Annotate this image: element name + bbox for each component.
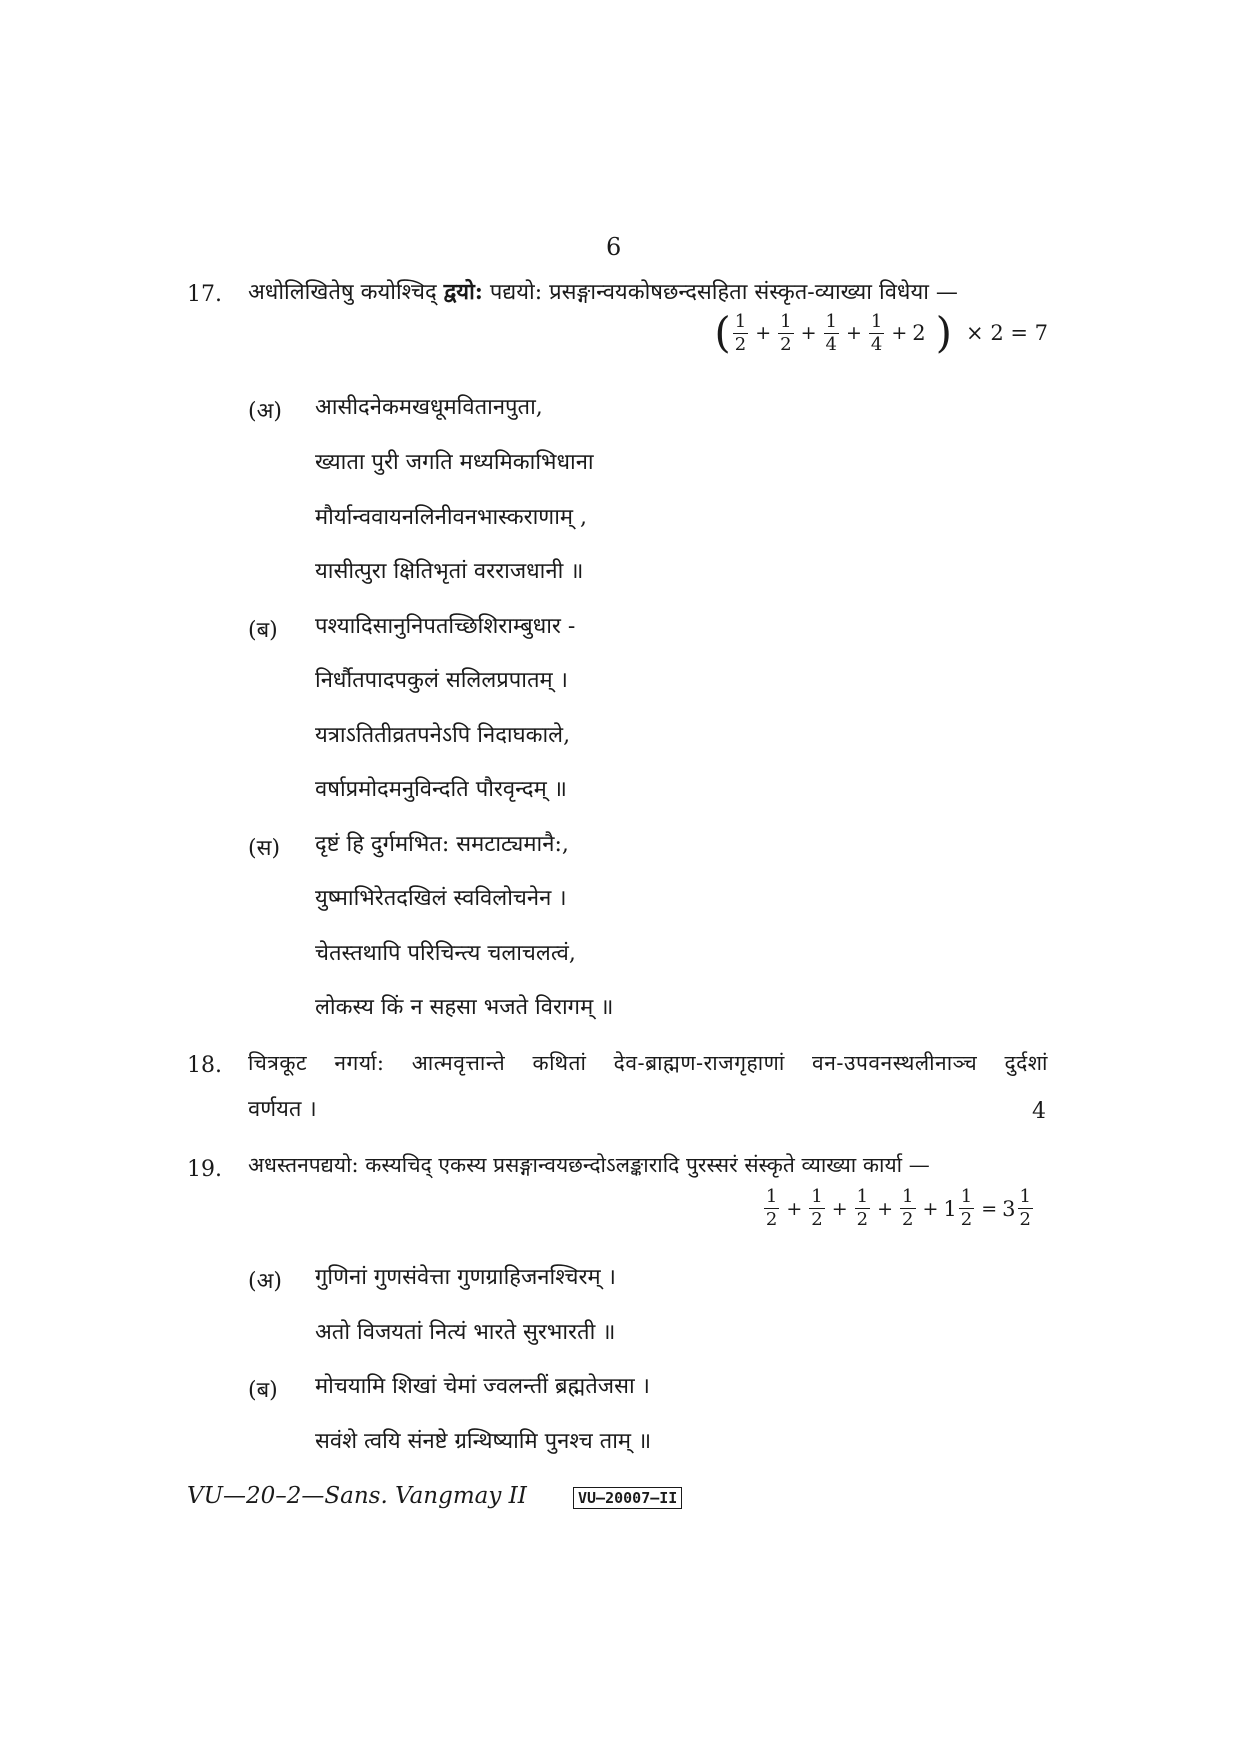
q17-text-before: अधोलिखितेषु कयोश्चिद् <box>248 280 437 305</box>
q17-number: 17. <box>187 282 222 307</box>
q18-marks: 4 <box>1032 1099 1046 1124</box>
q17-verse-a-line-1: आसीदनेकमखधूमवितानपुता, <box>315 395 543 420</box>
q17-verse-b-label: (ब) <box>248 618 278 643</box>
q19-marks-plus: + <box>786 1197 803 1220</box>
q17-verse-a-label: (अ) <box>248 399 282 424</box>
q17-marks-plus: + <box>755 322 772 344</box>
q18-number: 18. <box>187 1053 222 1078</box>
q17-verse-c-line-4: लोकस्य किं न सहसा भजते विरागम् ॥ <box>315 995 614 1020</box>
q19-marks-fraction-2: $\frac{1}{2}$ <box>811 1186 823 1230</box>
q17-verse-b-line-2: निर्धौतपादपकुलं सलिलप्रपातम् । <box>315 668 568 693</box>
q17-text-after: पद्ययो: प्रसङ्गान्वयकोषछन्दसहिता संस्कृत-व्याख्या विधेया — <box>489 280 958 305</box>
q17-marks-fraction-2: $\frac{1}{2}$ <box>780 310 792 355</box>
q17-marks-plus: + <box>800 322 817 344</box>
q19-marks-whole-1: 1 <box>943 1196 957 1221</box>
q19-marks <box>762 1188 1035 1229</box>
q19-marks-fraction-5: $\frac{1}{2}$ <box>960 1186 973 1230</box>
q17-text-bold: द्वयो: <box>443 279 483 305</box>
q17-verse-b-line-1: पश्यादिसानुनिपतच्छिशिराम्बुधार - <box>315 614 576 639</box>
q19-verse-b-label: (ब) <box>248 1378 278 1403</box>
q19-marks-fraction-1: $\frac{1}{2}$ <box>765 1186 778 1230</box>
q19-marks-fraction-4: $\frac{1}{2}$ <box>902 1186 914 1230</box>
q17-marks-fraction-4: $\frac{1}{4}$ <box>870 310 883 355</box>
q17-marks-plus: + <box>845 322 862 344</box>
q19-text: अधस्तनपद्ययो: कस्यचिद् एकस्य प्रसङ्गान्वयछन्दोऽलङ्कारादि पुरस्सरं संस्कृते व्याख्या कार्या — <box>248 1153 930 1177</box>
q19-marks-whole-2: 3 <box>1002 1196 1016 1221</box>
q19-verse-a-label: (अ) <box>248 1269 282 1294</box>
q17-marks-plus: + <box>891 322 908 344</box>
q18-text-line-2: वर्णयत । <box>248 1097 317 1122</box>
q17-verse-c-line-2: युष्माभिरेतदखिलं स्वविलोचनेन । <box>315 886 567 911</box>
q17-verse-c-line-3: चेतस्तथापि परिचिन्त्य चलाचलत्वं, <box>315 941 576 966</box>
q18-text-line-1: चित्रकूट नगर्या: आत्मवृत्तान्ते कथितां देव-ब्राह्मण-राजगृहाणां वन-उपवनस्थलीनाञ्च दुर्दशां <box>248 1051 1048 1075</box>
q19-verse-b-line-2: सवंशे त्वयि संनष्टे ग्रन्थिष्यामि पुनश्च ताम् ॥ <box>315 1429 652 1454</box>
q17-marks-fraction-1: $\frac{1}{2}$ <box>734 310 747 355</box>
q19-verse-b-line-1: मोचयामि शिखां चेमां ज्वलन्तीं ब्रह्मतेजसा । <box>315 1374 650 1399</box>
q17-text <box>248 277 958 308</box>
q17-marks-close-paren: ) <box>935 308 953 357</box>
page-number: 6 <box>606 233 622 261</box>
q19-marks-equals: = <box>981 1197 998 1220</box>
footer-paper-code: VU–20007–II <box>573 1487 682 1509</box>
q17-verse-b-line-4: वर्षाप्रमोदमनुविन्दति पौरवृन्दम् ॥ <box>315 777 567 802</box>
q17-marks-open-paren: ( <box>714 308 731 357</box>
q17-marks-fraction-3: $\frac{1}{4}$ <box>825 310 837 355</box>
q19-number: 19. <box>187 1157 222 1182</box>
q19-marks-plus: + <box>831 1197 848 1220</box>
q17-marks-whole: 2 <box>912 321 926 345</box>
q19-verse-a-line-1: गुणिनां गुणसंवेत्ता गुणग्राहिजनश्चिरम् । <box>315 1265 616 1290</box>
q17-marks-total: × 2 = 7 <box>966 321 1048 345</box>
footer-paper-title: VU—20–2—Sans. Vangmay II <box>187 1483 527 1509</box>
q19-marks-fraction-6: $\frac{1}{2}$ <box>1019 1186 1031 1230</box>
q17-verse-c-label: (स) <box>248 836 281 861</box>
q17-marks <box>714 308 1048 357</box>
q17-verse-a-line-3: मौर्यान्ववायनलिनीवनभास्कराणाम् , <box>315 505 588 530</box>
q17-verse-a-line-4: यासीत्पुरा क्षितिभृतां वरराजधानी ॥ <box>315 559 584 584</box>
q19-marks-plus: + <box>922 1197 939 1220</box>
q17-verse-c-line-1: दृष्टं हि दुर्गमभित: समटाट्यमानै:, <box>315 832 569 857</box>
q19-verse-a-line-2: अतो विजयतां नित्यं भारते सुरभारती ॥ <box>315 1320 616 1345</box>
q19-marks-plus: + <box>877 1197 894 1220</box>
q17-verse-a-line-2: ख्याता पुरी जगति मध्यमिकाभिधाना <box>315 450 594 475</box>
q19-marks-fraction-3: $\frac{1}{2}$ <box>856 1186 869 1230</box>
q17-verse-b-line-3: यत्राऽतितीव्रतपनेऽपि निदाघकाले, <box>315 723 571 748</box>
